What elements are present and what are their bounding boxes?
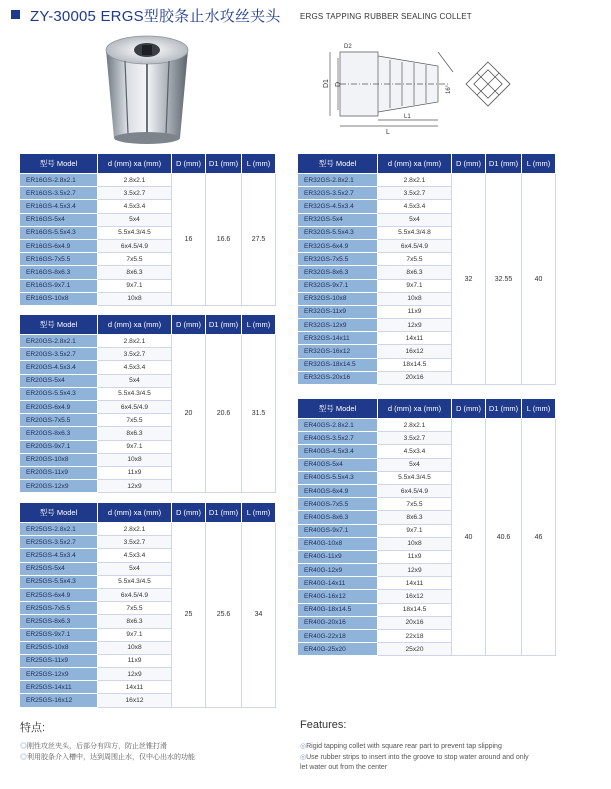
- spec-d1-cell: 32.55: [486, 174, 522, 385]
- model-cell: ER20GS-8x6.3: [20, 427, 98, 440]
- column-header-model: 型号 Model: [20, 154, 98, 174]
- model-cell: ER40GS-5x4: [298, 458, 378, 471]
- spec-l-cell: 27.5: [242, 174, 276, 306]
- size-cell: 8x6.3: [98, 427, 172, 440]
- size-cell: 14x11: [378, 332, 452, 345]
- title-square-icon: [11, 10, 20, 19]
- model-cell: ER32GS-7x5.5: [298, 253, 378, 266]
- model-cell: ER16GS-5.5x4.3: [20, 226, 98, 239]
- model-cell: ER40GS-4.5x3.4: [298, 445, 378, 458]
- column-header-d: D (mm): [172, 154, 206, 174]
- size-cell: 5.5x4.3/4.5: [378, 471, 452, 484]
- model-cell: ER25GS-6x4.9: [20, 588, 98, 601]
- model-cell: ER32GS-2.8x2.1: [298, 174, 378, 187]
- size-cell: 3.5x2.7: [98, 536, 172, 549]
- column-header-d1: D1 (mm): [486, 154, 522, 174]
- column-header-size: d (mm) xa (mm): [378, 154, 452, 174]
- size-cell: 12x9: [378, 564, 452, 577]
- column-header-d1: D1 (mm): [486, 399, 522, 419]
- spec-l-cell: 31.5: [242, 335, 276, 493]
- model-cell: ER40G-10x8: [298, 537, 378, 550]
- size-cell: 3.5x2.7: [98, 348, 172, 361]
- column-header-d1: D1 (mm): [206, 503, 242, 523]
- model-cell: ER40GS-3.5x2.7: [298, 432, 378, 445]
- column-header-d: D (mm): [452, 399, 486, 419]
- spec-l-cell: 46: [522, 419, 556, 656]
- spec-table-er20: [19, 314, 276, 493]
- spec-d1-cell: 16.6: [206, 174, 242, 306]
- size-cell: 8x6.3: [378, 511, 452, 524]
- model-cell: ER16GS-7x5.5: [20, 253, 98, 266]
- features-en-title: Features:: [300, 719, 347, 731]
- model-cell: ER16GS-5x4: [20, 213, 98, 226]
- model-cell: ER40GS-2.8x2.1: [298, 419, 378, 432]
- size-cell: 2.8x2.1: [98, 335, 172, 348]
- size-cell: 3.5x2.7: [378, 432, 452, 445]
- size-cell: 7x5.5: [98, 253, 172, 266]
- spec-d-cell: 40: [452, 419, 486, 656]
- features-cn-item: ◎利用胶条介入槽中，达到周围止水，仅中心出水的功能: [20, 754, 195, 761]
- model-cell: ER32GS-5.5x4.3: [298, 226, 378, 239]
- column-header-d1: D1 (mm): [206, 154, 242, 174]
- size-cell: 5.5x4.3/4.5: [98, 226, 172, 239]
- spec-d1-cell: 25.6: [206, 523, 242, 708]
- size-cell: 7x5.5: [378, 253, 452, 266]
- model-cell: ER32GS-14x11: [298, 332, 378, 345]
- model-cell: ER32GS-18x14.5: [298, 358, 378, 371]
- model-cell: ER40GS-9x7.1: [298, 524, 378, 537]
- size-cell: 14x11: [378, 577, 452, 590]
- size-cell: 8x6.3: [378, 266, 452, 279]
- size-cell: 5x4: [98, 562, 172, 575]
- model-cell: ER20GS-9x7.1: [20, 440, 98, 453]
- model-cell: ER40GS-8x6.3: [298, 511, 378, 524]
- size-cell: 9x7.1: [378, 524, 452, 537]
- model-cell: ER40GS-7x5.5: [298, 498, 378, 511]
- spec-d1-cell: 20.6: [206, 335, 242, 493]
- model-cell: ER20GS-12x9: [20, 480, 98, 493]
- spec-d-cell: 32: [452, 174, 486, 385]
- size-cell: 5.5x4.3/4.5: [98, 575, 172, 588]
- size-cell: 5x4: [98, 213, 172, 226]
- size-cell: 9x7.1: [98, 628, 172, 641]
- model-cell: ER25GS-10x8: [20, 641, 98, 654]
- size-cell: 3.5x2.7: [98, 187, 172, 200]
- spec-d-cell: 25: [172, 523, 206, 708]
- size-cell: 16x12: [378, 345, 452, 358]
- size-cell: 7x5.5: [378, 498, 452, 511]
- collet-photo: [98, 28, 196, 150]
- model-cell: ER25GS-9x7.1: [20, 628, 98, 641]
- size-cell: 9x7.1: [98, 440, 172, 453]
- model-cell: ER16GS-6x4.9: [20, 239, 98, 252]
- size-cell: 2.8x2.1: [378, 174, 452, 187]
- size-cell: 6x4.5/4.9: [98, 239, 172, 252]
- model-cell: ER25GS-12x9: [20, 668, 98, 681]
- model-cell: ER20GS-4.5x3.4: [20, 361, 98, 374]
- model-cell: ER20GS-2.8x2.1: [20, 335, 98, 348]
- drawing-label-l: L: [386, 129, 390, 136]
- size-cell: 6x4.5/4.9: [378, 239, 452, 252]
- page-subtitle: ERGS TAPPING RUBBER SEALING COLLET: [300, 12, 472, 21]
- size-cell: 12x9: [98, 668, 172, 681]
- column-header-l: L (mm): [522, 154, 556, 174]
- size-cell: 14x11: [98, 681, 172, 694]
- model-cell: ER25GS-5x4: [20, 562, 98, 575]
- model-cell: ER16GS-9x7.1: [20, 279, 98, 292]
- model-cell: ER32GS-9x7.1: [298, 279, 378, 292]
- column-header-d: D (mm): [452, 154, 486, 174]
- table-row: [20, 523, 276, 536]
- model-cell: ER20GS-5x4: [20, 374, 98, 387]
- size-cell: 9x7.1: [98, 279, 172, 292]
- size-cell: 5.5x4.3/4.8: [378, 226, 452, 239]
- model-cell: ER25GS-16x12: [20, 694, 98, 707]
- column-header-size: d (mm) xa (mm): [98, 154, 172, 174]
- model-cell: ER32GS-4.5x3.4: [298, 200, 378, 213]
- drawing-label-l1: L1: [404, 114, 411, 120]
- drawing-label-angle: 16°: [446, 84, 452, 94]
- model-cell: ER32GS-6x4.9: [298, 239, 378, 252]
- size-cell: 4.5x3.4: [98, 200, 172, 213]
- size-cell: 10x8: [98, 453, 172, 466]
- size-cell: 7x5.5: [98, 602, 172, 615]
- features-cn-title: 特点:: [20, 722, 46, 734]
- model-cell: ER25GS-3.5x2.7: [20, 536, 98, 549]
- column-header-l: L (mm): [522, 399, 556, 419]
- features-en-item: ◎Use rubber strips to insert into the groove to stop water around and only: [300, 754, 529, 761]
- size-cell: 12x9: [378, 319, 452, 332]
- model-cell: ER32GS-8x6.3: [298, 266, 378, 279]
- model-cell: ER25GS-8x6.3: [20, 615, 98, 628]
- table-row: [20, 174, 276, 187]
- size-cell: 2.8x2.1: [98, 174, 172, 187]
- size-cell: 6x4.5/4.9: [378, 484, 452, 497]
- size-cell: 10x8: [378, 292, 452, 305]
- model-cell: ER32GS-11x9: [298, 305, 378, 318]
- model-cell: ER40G-14x11: [298, 577, 378, 590]
- model-cell: ER32GS-5x4: [298, 213, 378, 226]
- model-cell: ER25GS-14x11: [20, 681, 98, 694]
- bullet-icon: ◎: [300, 743, 307, 750]
- spec-table-er32: [297, 153, 556, 385]
- spec-table-er40: [297, 398, 556, 656]
- column-header-size: d (mm) xa (mm): [98, 315, 172, 335]
- spec-table-er16: [19, 153, 276, 306]
- size-cell: 3.5x2.7: [378, 187, 452, 200]
- spec-l-cell: 34: [242, 523, 276, 708]
- model-cell: ER40G-22x18: [298, 630, 378, 643]
- size-cell: 8x6.3: [98, 266, 172, 279]
- size-cell: 5x4: [378, 213, 452, 226]
- size-cell: 6x4.5/4.9: [98, 588, 172, 601]
- model-cell: ER16GS-4.5x3.4: [20, 200, 98, 213]
- spec-d1-cell: 40.6: [486, 419, 522, 656]
- size-cell: 7x5.5: [98, 414, 172, 427]
- column-header-model: 型号 Model: [298, 399, 378, 419]
- model-cell: ER20GS-3.5x2.7: [20, 348, 98, 361]
- size-cell: 9x7.1: [378, 279, 452, 292]
- model-cell: ER25GS-2.8x2.1: [20, 523, 98, 536]
- model-cell: ER25GS-11x9: [20, 654, 98, 667]
- column-header-size: d (mm) xa (mm): [378, 399, 452, 419]
- size-cell: 18x14.5: [378, 358, 452, 371]
- model-cell: ER20GS-5.5x4.3: [20, 387, 98, 400]
- size-cell: 25x20: [378, 643, 452, 656]
- bullet-icon: ◎: [20, 743, 27, 750]
- column-header-l: L (mm): [242, 503, 276, 523]
- size-cell: 11x9: [378, 305, 452, 318]
- spec-d-cell: 20: [172, 335, 206, 493]
- model-cell: ER40G-25x20: [298, 643, 378, 656]
- model-cell: ER20GS-6x4.9: [20, 400, 98, 413]
- spec-table-er25: [19, 502, 276, 708]
- model-cell: ER32GS-20x16: [298, 371, 378, 384]
- model-cell: ER25GS-5.5x4.3: [20, 575, 98, 588]
- model-cell: ER16GS-2.8x2.1: [20, 174, 98, 187]
- model-cell: ER32GS-3.5x2.7: [298, 187, 378, 200]
- features-en-item: ◎Rigid tapping collet with square rear part to prevent tap slipping: [300, 743, 502, 750]
- size-cell: 8x6.3: [98, 615, 172, 628]
- size-cell: 4.5x3.4: [98, 361, 172, 374]
- drawing-label-d: D: [335, 81, 342, 87]
- size-cell: 5x4: [378, 458, 452, 471]
- drawing-label-d2: D2: [344, 44, 352, 50]
- model-cell: ER40G-11x9: [298, 550, 378, 563]
- column-header-d1: D1 (mm): [206, 315, 242, 335]
- size-cell: 4.5x3.4: [378, 445, 452, 458]
- bullet-icon: ◎: [20, 754, 27, 761]
- column-header-model: 型号 Model: [20, 503, 98, 523]
- size-cell: 20x16: [378, 616, 452, 629]
- model-cell: ER16GS-10x8: [20, 292, 98, 305]
- drawing-label-d1: D1: [323, 79, 330, 88]
- column-header-model: 型号 Model: [298, 154, 378, 174]
- size-cell: 2.8x2.1: [98, 523, 172, 536]
- model-cell: ER40GS-5.5x4.3: [298, 471, 378, 484]
- spec-d-cell: 16: [172, 174, 206, 306]
- size-cell: 11x9: [378, 550, 452, 563]
- size-cell: 4.5x3.4: [378, 200, 452, 213]
- size-cell: 5x4: [98, 374, 172, 387]
- size-cell: 18x14.5: [378, 603, 452, 616]
- size-cell: 10x8: [378, 537, 452, 550]
- model-cell: ER16GS-8x6.3: [20, 266, 98, 279]
- model-cell: ER32GS-16x12: [298, 345, 378, 358]
- features-en-item-cont: let water out from the center: [300, 764, 388, 771]
- table-row: [20, 335, 276, 348]
- size-cell: 12x9: [98, 480, 172, 493]
- size-cell: 2.8x2.1: [378, 419, 452, 432]
- features-cn-item: ◎刚性攻丝夹头，后部分有四方，防止丝锥打滑: [20, 743, 167, 750]
- size-cell: 16x12: [98, 694, 172, 707]
- model-cell: ER40G-16x12: [298, 590, 378, 603]
- model-cell: ER40GS-6x4.9: [298, 484, 378, 497]
- column-header-model: 型号 Model: [20, 315, 98, 335]
- model-cell: ER40G-18x14.5: [298, 603, 378, 616]
- column-header-d: D (mm): [172, 315, 206, 335]
- column-header-l: L (mm): [242, 154, 276, 174]
- model-cell: ER20GS-7x5.5: [20, 414, 98, 427]
- square-detail-drawing: [462, 58, 514, 110]
- column-header-l: L (mm): [242, 315, 276, 335]
- table-row: [298, 419, 556, 432]
- size-cell: 20x16: [378, 371, 452, 384]
- size-cell: 5.5x4.3/4.5: [98, 387, 172, 400]
- model-cell: ER20GS-11x9: [20, 466, 98, 479]
- model-cell: ER32GS-12x9: [298, 319, 378, 332]
- bullet-icon: ◎: [300, 754, 307, 761]
- model-cell: ER16GS-3.5x2.7: [20, 187, 98, 200]
- size-cell: 10x8: [98, 641, 172, 654]
- size-cell: 4.5x3.4: [98, 549, 172, 562]
- size-cell: 11x9: [98, 654, 172, 667]
- size-cell: 11x9: [98, 466, 172, 479]
- model-cell: ER20GS-10x8: [20, 453, 98, 466]
- table-row: [298, 174, 556, 187]
- model-cell: ER32GS-10x8: [298, 292, 378, 305]
- column-header-size: d (mm) xa (mm): [98, 503, 172, 523]
- spec-l-cell: 40: [522, 174, 556, 385]
- size-cell: 16x12: [378, 590, 452, 603]
- model-cell: ER40G-12x9: [298, 564, 378, 577]
- model-cell: ER40G-20x16: [298, 616, 378, 629]
- size-cell: 22x18: [378, 630, 452, 643]
- model-cell: ER25GS-7x5.5: [20, 602, 98, 615]
- size-cell: 6x4.5/4.9: [98, 400, 172, 413]
- size-cell: 10x8: [98, 292, 172, 305]
- column-header-d: D (mm): [172, 503, 206, 523]
- page-title: ZY-30005 ERGS型胶条止水攻丝夹头: [30, 8, 281, 25]
- model-cell: ER25GS-4.5x3.4: [20, 549, 98, 562]
